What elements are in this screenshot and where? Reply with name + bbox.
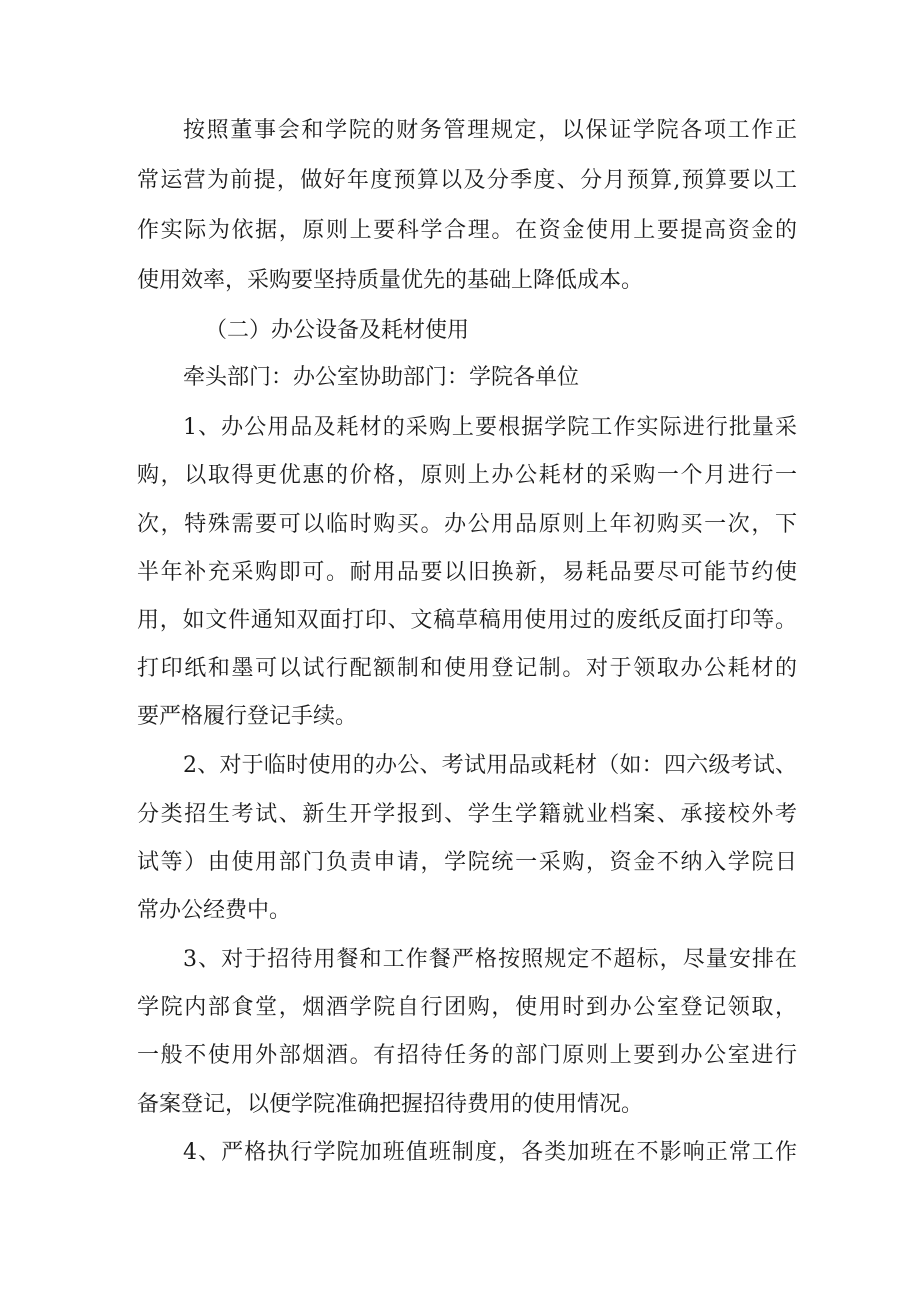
lead-departments: 牵头部门：办公室协助部门：学院各单位: [183, 365, 580, 390]
item-1-line-7: 要严格履行登记手续。: [137, 704, 358, 729]
item-1-line-4: 半年补充采购即可。耐用品要以旧换新，易耗品要尽可能节约使: [137, 560, 797, 585]
paragraph-finance-line-2: 常运营为前提，做好年度预算以及分季度、分月预算,预算要以工: [137, 168, 797, 193]
item-3-line-2: 学院内部食堂，烟酒学院自行团购，使用时到办公室登记领取，: [137, 995, 797, 1020]
paragraph-finance-line-4: 使用效率，采购要坚持质量优先的基础上降低成本。: [137, 268, 644, 293]
item-2-line-2: 分类招生考试、新生开学报到、学生学籍就业档案、承接校外考: [137, 802, 797, 827]
paragraph-finance-line-1: 按照董事会和学院的财务管理规定，以保证学院各项工作正: [183, 118, 797, 143]
item-4-line-1: 4、严格执行学院加班值班制度，各类加班在不影响正常工作: [183, 1140, 797, 1165]
item-2-line-4: 常办公经费中。: [137, 898, 292, 923]
item-1-line-5: 用，如文件通知双面打印、文稿草稿用使用过的废纸反面打印等。: [137, 608, 797, 633]
item-1-line-1: 1、办公用品及耗材的采购上要根据学院工作实际进行批量采: [183, 415, 797, 440]
item-1-line-2: 购，以取得更优惠的价格，原则上办公耗材的采购一个月进行一: [137, 463, 797, 488]
item-3-line-3: 一般不使用外部烟酒。有招待任务的部门原则上要到办公室进行: [137, 1043, 797, 1068]
item-2-line-3: 试等）由使用部门负责申请，学院统一采购，资金不纳入学院日: [137, 850, 797, 875]
item-1-line-6: 打印纸和墨可以试行配额制和使用登记制。对于领取办公耗材的: [137, 656, 797, 681]
item-2-line-1: 2、对于临时使用的办公、考试用品或耗材（如：四六级考试、: [183, 753, 797, 778]
item-1-line-3: 次，特殊需要可以临时购买。办公用品原则上年初购买一次，下: [137, 512, 797, 537]
section-heading: （二）办公设备及耗材使用: [205, 318, 470, 343]
paragraph-finance-line-3: 作实际为依据，原则上要科学合理。在资金使用上要提高资金的: [137, 218, 797, 243]
item-3-line-1: 3、对于招待用餐和工作餐严格按照规定不超标，尽量安排在: [183, 947, 797, 972]
item-3-line-4: 备案登记，以便学院准确把握招待费用的使用情况。: [137, 1092, 644, 1117]
